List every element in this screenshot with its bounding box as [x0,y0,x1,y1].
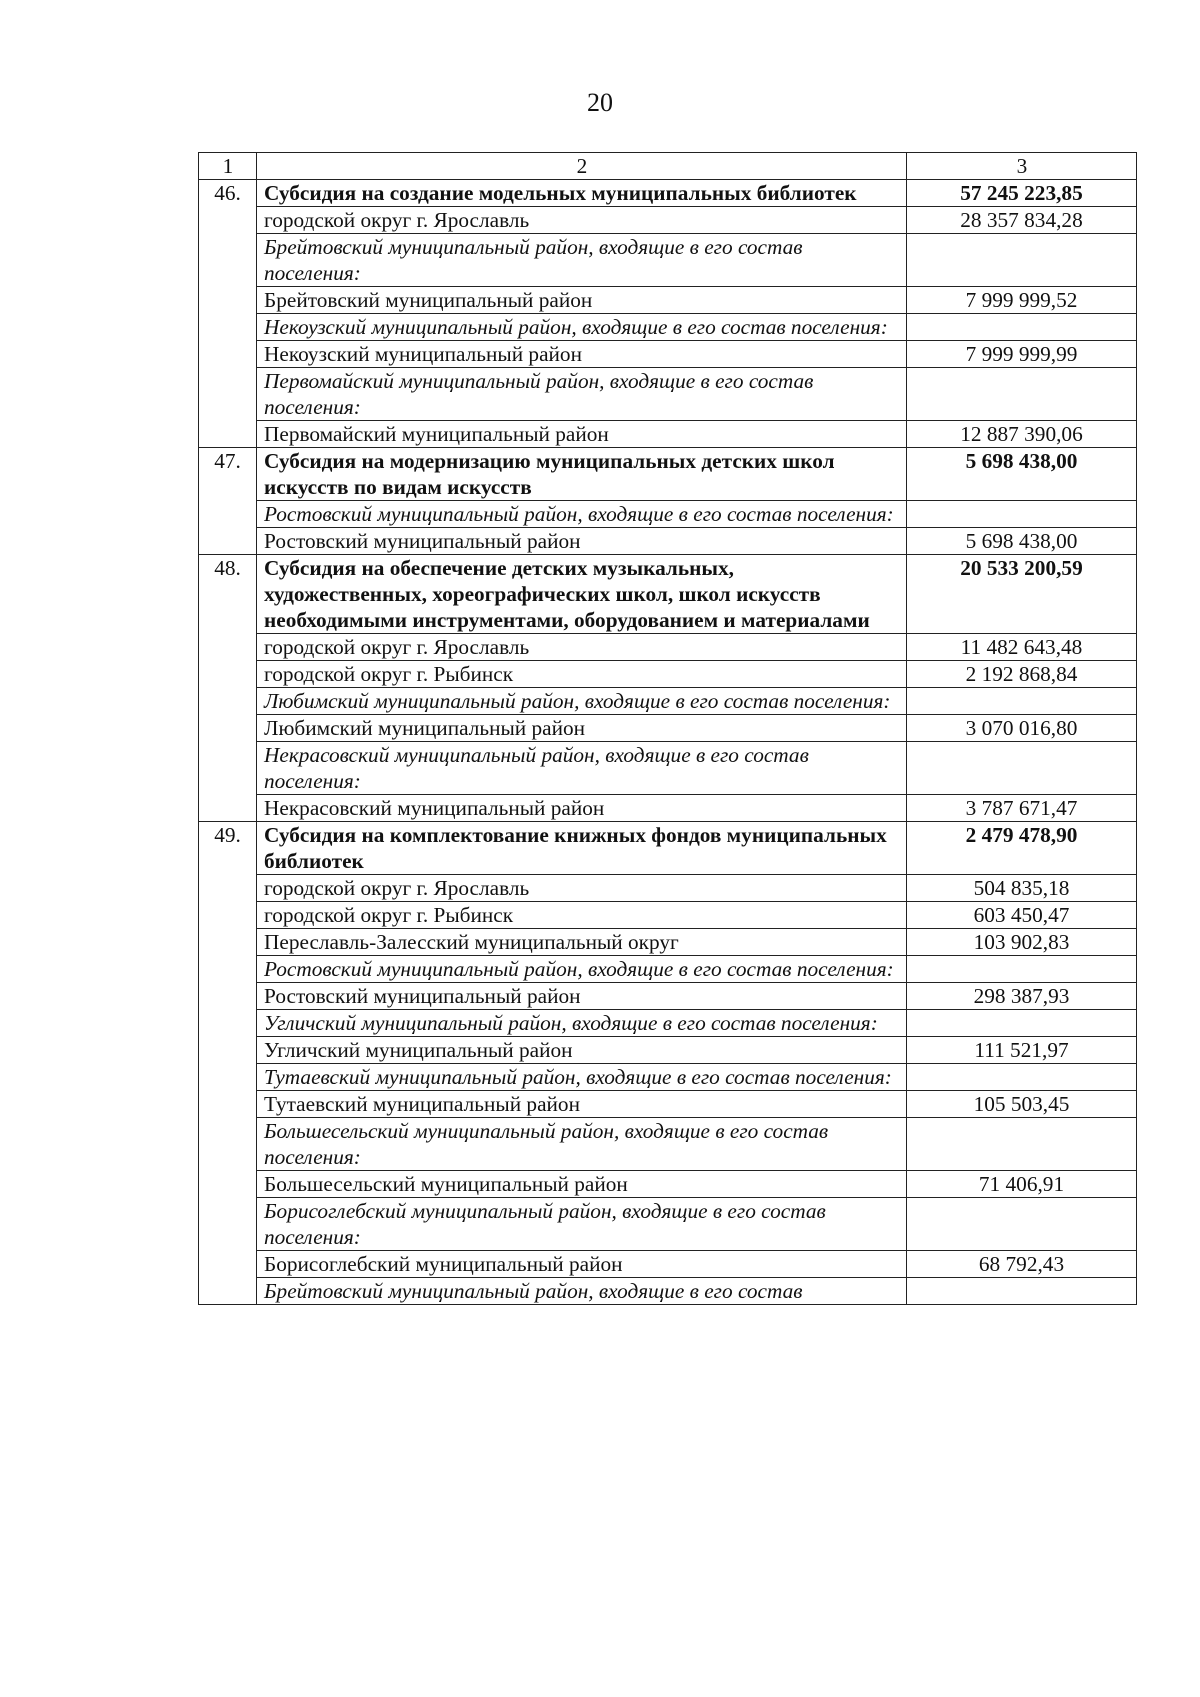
row-number-cell [199,715,257,742]
amount-cell: 2 192 868,84 [907,661,1137,688]
table-row [199,1198,1137,1251]
row-number-cell [199,421,257,448]
row-number-cell [199,902,257,929]
table-row [199,983,1137,1010]
recipient-name: Ростовский муниципальный район [257,528,907,555]
header-col-2: 2 [257,153,907,180]
row-number-cell [199,1171,257,1198]
recipient-name: Некоузский муниципальный район [257,341,907,368]
table-row [199,314,1137,341]
header-col-3: 3 [907,153,1137,180]
row-number-cell [199,983,257,1010]
amount-cell: 3 787 671,47 [907,795,1137,822]
row-number-cell [199,1198,257,1251]
row-number-cell [199,1010,257,1037]
table-row [199,341,1137,368]
recipient-name: городской округ г. Рыбинск [257,902,907,929]
table-row [199,234,1137,287]
amount-cell: 298 387,93 [907,983,1137,1010]
amount-cell: 5 698 438,00 [907,528,1137,555]
row-number-cell [199,314,257,341]
amount-cell: 12 887 390,06 [907,421,1137,448]
table-row [199,742,1137,795]
row-number-cell [199,956,257,983]
section-number: 49. [199,822,257,875]
amount-cell: 103 902,83 [907,929,1137,956]
subgroup-heading: Брейтовский муниципальный район, входящие в его состав поселения: [257,234,907,287]
amount-cell [907,1010,1137,1037]
row-number-cell [199,287,257,314]
section-total: 20 533 200,59 [907,555,1137,634]
section-number: 48. [199,555,257,634]
amount-cell: 3 070 016,80 [907,715,1137,742]
table-row [199,688,1137,715]
table-row [199,1251,1137,1278]
row-number-cell [199,688,257,715]
row-number-cell [199,1064,257,1091]
row-number-cell [199,929,257,956]
header-col-1: 1 [199,153,257,180]
table-row [199,956,1137,983]
row-number-cell [199,368,257,421]
amount-cell [907,314,1137,341]
recipient-name: Угличский муниципальный район [257,1037,907,1064]
table-row [199,929,1137,956]
table-row [199,902,1137,929]
table-row [199,1118,1137,1171]
row-number-cell [199,742,257,795]
table-row [199,634,1137,661]
table-row [199,661,1137,688]
recipient-name: Борисоглебский муниципальный район [257,1251,907,1278]
recipient-name: Ростовский муниципальный район [257,983,907,1010]
section-number: 47. [199,448,257,501]
row-number-cell [199,795,257,822]
row-number-cell [199,501,257,528]
amount-cell: 111 521,97 [907,1037,1137,1064]
row-number-cell [199,1037,257,1064]
amount-cell [907,368,1137,421]
section-title-row [199,180,1137,207]
table-row [199,715,1137,742]
amount-cell: 68 792,43 [907,1251,1137,1278]
recipient-name: городской округ г. Ярославль [257,634,907,661]
amount-cell: 71 406,91 [907,1171,1137,1198]
row-number-cell [199,1278,257,1305]
table-row [199,368,1137,421]
section-title: Субсидия на комплектование книжных фондов муниципальных библиотек [257,822,907,875]
amount-cell [907,742,1137,795]
amount-cell: 11 482 643,48 [907,634,1137,661]
subgroup-heading: Угличский муниципальный район, входящие в его состав поселения: [257,1010,907,1037]
table-row [199,1171,1137,1198]
subgroup-heading: Большесельский муниципальный район, входящие в его состав поселения: [257,1118,907,1171]
row-number-cell [199,1118,257,1171]
row-number-cell [199,207,257,234]
subgroup-heading: Брейтовский муниципальный район, входящие в его состав [257,1278,907,1305]
section-total: 2 479 478,90 [907,822,1137,875]
subgroup-heading: Первомайский муниципальный район, входящие в его состав поселения: [257,368,907,421]
section-total: 57 245 223,85 [907,180,1137,207]
table-header-row [199,153,1137,180]
subgroup-heading: Ростовский муниципальный район, входящие в его состав поселения: [257,956,907,983]
subgroup-heading: Некоузский муниципальный район, входящие в его состав поселения: [257,314,907,341]
section-title-row [199,555,1137,634]
amount-cell [907,956,1137,983]
section-title: Субсидия на модернизацию муниципальных детских школ искусств по видам искусств [257,448,907,501]
amount-cell [907,234,1137,287]
recipient-name: Некрасовский муниципальный район [257,795,907,822]
amount-cell: 504 835,18 [907,875,1137,902]
row-number-cell [199,1251,257,1278]
row-number-cell [199,1091,257,1118]
section-number: 46. [199,180,257,207]
section-title-row [199,448,1137,501]
section-title: Субсидия на создание модельных муниципальных библиотек [257,180,907,207]
row-number-cell [199,875,257,902]
amount-cell: 28 357 834,28 [907,207,1137,234]
amount-cell: 7 999 999,52 [907,287,1137,314]
table-row [199,421,1137,448]
recipient-name: городской округ г. Ярославль [257,875,907,902]
table-row [199,1010,1137,1037]
table-row [199,1278,1137,1305]
row-number-cell [199,634,257,661]
recipient-name: городской округ г. Ярославль [257,207,907,234]
table-row [199,875,1137,902]
table-row [199,1037,1137,1064]
recipient-name: Тутаевский муниципальный район [257,1091,907,1118]
subgroup-heading: Тутаевский муниципальный район, входящие в его состав поселения: [257,1064,907,1091]
table-row [199,501,1137,528]
recipient-name: Большесельский муниципальный район [257,1171,907,1198]
row-number-cell [199,528,257,555]
subgroup-heading: Некрасовский муниципальный район, входящие в его состав поселения: [257,742,907,795]
subgroup-heading: Борисоглебский муниципальный район, входящие в его состав поселения: [257,1198,907,1251]
amount-cell [907,1278,1137,1305]
amount-cell: 105 503,45 [907,1091,1137,1118]
recipient-name: Переславль-Залесский муниципальный округ [257,929,907,956]
amount-cell [907,1198,1137,1251]
table-row [199,795,1137,822]
section-total: 5 698 438,00 [907,448,1137,501]
section-title-row [199,822,1137,875]
recipient-name: Брейтовский муниципальный район [257,287,907,314]
table-row [199,1064,1137,1091]
amount-cell: 7 999 999,99 [907,341,1137,368]
table-row [199,207,1137,234]
page-number: 20 [587,88,613,117]
recipient-name: городской округ г. Рыбинск [257,661,907,688]
subgroup-heading: Ростовский муниципальный район, входящие в его состав поселения: [257,501,907,528]
subgroup-heading: Любимский муниципальный район, входящие в его состав поселения: [257,688,907,715]
amount-cell [907,1118,1137,1171]
section-title: Субсидия на обеспечение детских музыкальных, художественных, хореографических школ, школ искусств необходимыми инструментами, оборудованием и материалами [257,555,907,634]
amount-cell: 603 450,47 [907,902,1137,929]
amount-cell [907,501,1137,528]
amount-cell [907,688,1137,715]
subsidy-table [198,152,1137,1305]
recipient-name: Первомайский муниципальный район [257,421,907,448]
row-number-cell [199,341,257,368]
amount-cell [907,1064,1137,1091]
table-row [199,1091,1137,1118]
table-row [199,287,1137,314]
row-number-cell [199,661,257,688]
table-row [199,528,1137,555]
recipient-name: Любимский муниципальный район [257,715,907,742]
row-number-cell [199,234,257,287]
